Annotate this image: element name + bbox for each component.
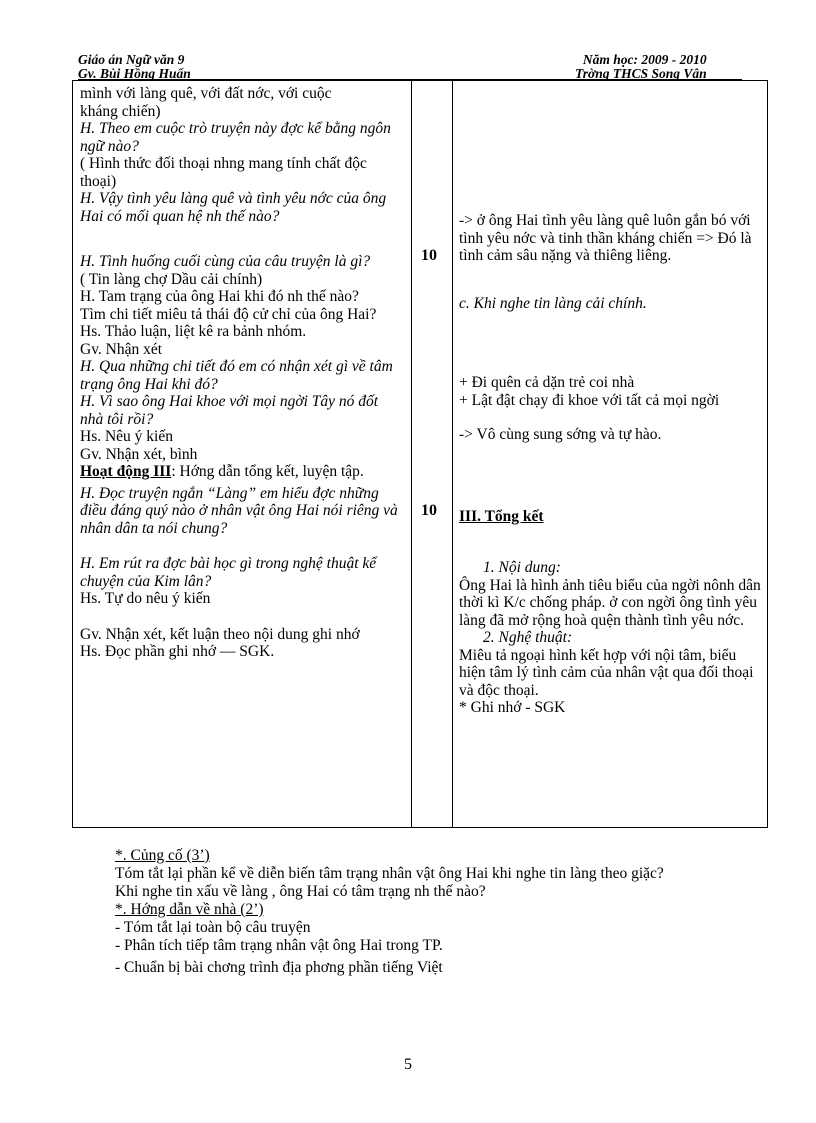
header-teacher: Gv. Bùi Hồng Huấn [78,66,191,81]
lesson-content [459,212,761,717]
text-paragraph: Ông Hai là hình ảnh tiêu biểu của ngời nônh dân thời kì K/c chống pháp. ở con ngời ông tình yêu làng đã mở rộng hoà quện thành tình yêu nớc. [459,576,761,629]
text-line: Hs. Tự do nêu ý kiến [80,590,211,607]
column-divider [411,81,412,827]
time-minutes-1: 10 [421,247,437,264]
section-heading: c. Khi nghe tin làng cải chính. [459,294,647,312]
text-line: kháng chiến) [80,102,161,120]
subsection-heading: 1. Nội dung: [483,559,561,576]
time-minutes-2: 10 [421,502,437,519]
homework-title: *. Hớng dẫn về nhà (2’) [115,901,264,918]
activity-heading [80,463,405,481]
text-line: mình với làng quê, với đất nớc, với cuộc [80,85,332,102]
question: H. Vì sao ông Hai khoe với mọi ngời Tây nó đốt nhà tôi rồi? [80,393,379,428]
text-paragraph: -> Vô cùng sung sớng và tự hào. [459,426,662,443]
header-subject: Giáo án Ngữ văn 9 [78,52,185,67]
consolidation-item: Tóm tắt lại phần kể về diễn biến tâm trạng nhân vật ông Hai khi nghe tin làng theo giặc? [115,865,664,882]
text-line: Hs. Nêu ý kiến [80,428,173,445]
text-line: Hs. Thảo luận, liệt kê ra bảnh nhóm. [80,323,307,340]
question: H. Em rút ra đợc bài học gì trong nghệ thuật kể chuyện của Kim lân? [80,555,377,590]
homework-item: - Chuẩn bị bài chơng trình địa phơng phần tiếng Việt [115,959,443,976]
text-line: Tìm chi tiết miêu tả thái độ cử chỉ của ông Hai? [80,305,377,323]
text-paragraph: Miêu tả ngoại hình kết hợp với nội tâm, biểu hiện tâm lý tình cảm của nhân vật qua đối thoại và độc thoại. [459,646,754,699]
text-line: Gv. Nhận xét, bình [80,445,198,463]
consolidation-item: Khi nghe tin xấu về làng , ông Hai có tâm trạng nh thế nào? [115,883,486,900]
homework-item: - Phân tích tiếp tâm trạng nhân vật ông Hai trong TP. [115,937,443,954]
question: H. Tình huống cuối cùng của câu truyện là gì? [80,253,371,270]
header-left [78,53,191,81]
question: H. Vậy tình yêu làng quê và tình yêu nớc của ông Hai có mối quan hệ nh thế nào? [80,190,387,225]
page-number: 5 [404,1056,412,1073]
text-line: ( Hình thức đối thoại nhng mang tính chất độc thoại) [80,155,367,190]
header-school: Trờng THCS Song Vân [575,66,707,81]
bullet-item: + Đi quên cả dặn trẻ coi nhà [459,374,635,391]
lesson-table [72,80,768,828]
text-line: Gv. Nhận xét, kết luận theo nội dung ghi nhớ [80,625,360,643]
question: H. Qua những chi tiết đó em có nhận xét gì về tâm trạng ông Hai khi đó? [80,358,393,393]
homework-item: - Tóm tắt lại toàn bộ câu truyện [115,919,311,936]
text-line: ( Tin làng chợ Dầu cải chính) [80,270,263,288]
consolidation-title: *. Củng cố (3’) [115,847,210,864]
footer-notes [115,847,765,977]
question: H. Theo em cuộc trò truyện này đợc kể bằng ngôn ngữ nào? [80,120,391,155]
header-year: Năm học: 2009 - 2010 [582,52,707,67]
teacher-student-activities [80,85,405,661]
section-heading: III. Tổng kết [459,507,544,525]
activity-label: Hoạt động III [80,463,172,480]
text-line: H. Tam trạng của ông Hai khi đó nh thế nào? [80,288,359,305]
subsection-heading: 2. Nghệ thuật: [483,629,573,646]
text-line: Gv. Nhận xét [80,340,163,358]
text-line: Hs. Đọc phần ghi nhớ — SGK. [80,643,275,660]
column-divider [452,81,453,827]
text-line: * Ghi nhớ - SGK [459,699,566,716]
text-paragraph: -> ở ông Hai tình yêu làng quê luôn gắn bó với tình yêu nớc và tinh thần kháng chiến => Đó là tình cảm sâu nặng và thiêng liêng. [459,212,752,264]
question: H. Đọc truyện ngắn “Làng” em hiểu đợc những điều đáng quý nào ở nhân vật ông Hai nói riêng và nhân dân ta nói chung? [80,484,398,537]
bullet-item: + Lật đật chạy đi khoe với tất cả mọi ngời [459,391,720,409]
activity-text: : Hớng dẫn tổng kết, luyện tập. [171,463,364,480]
header-right [575,53,707,81]
